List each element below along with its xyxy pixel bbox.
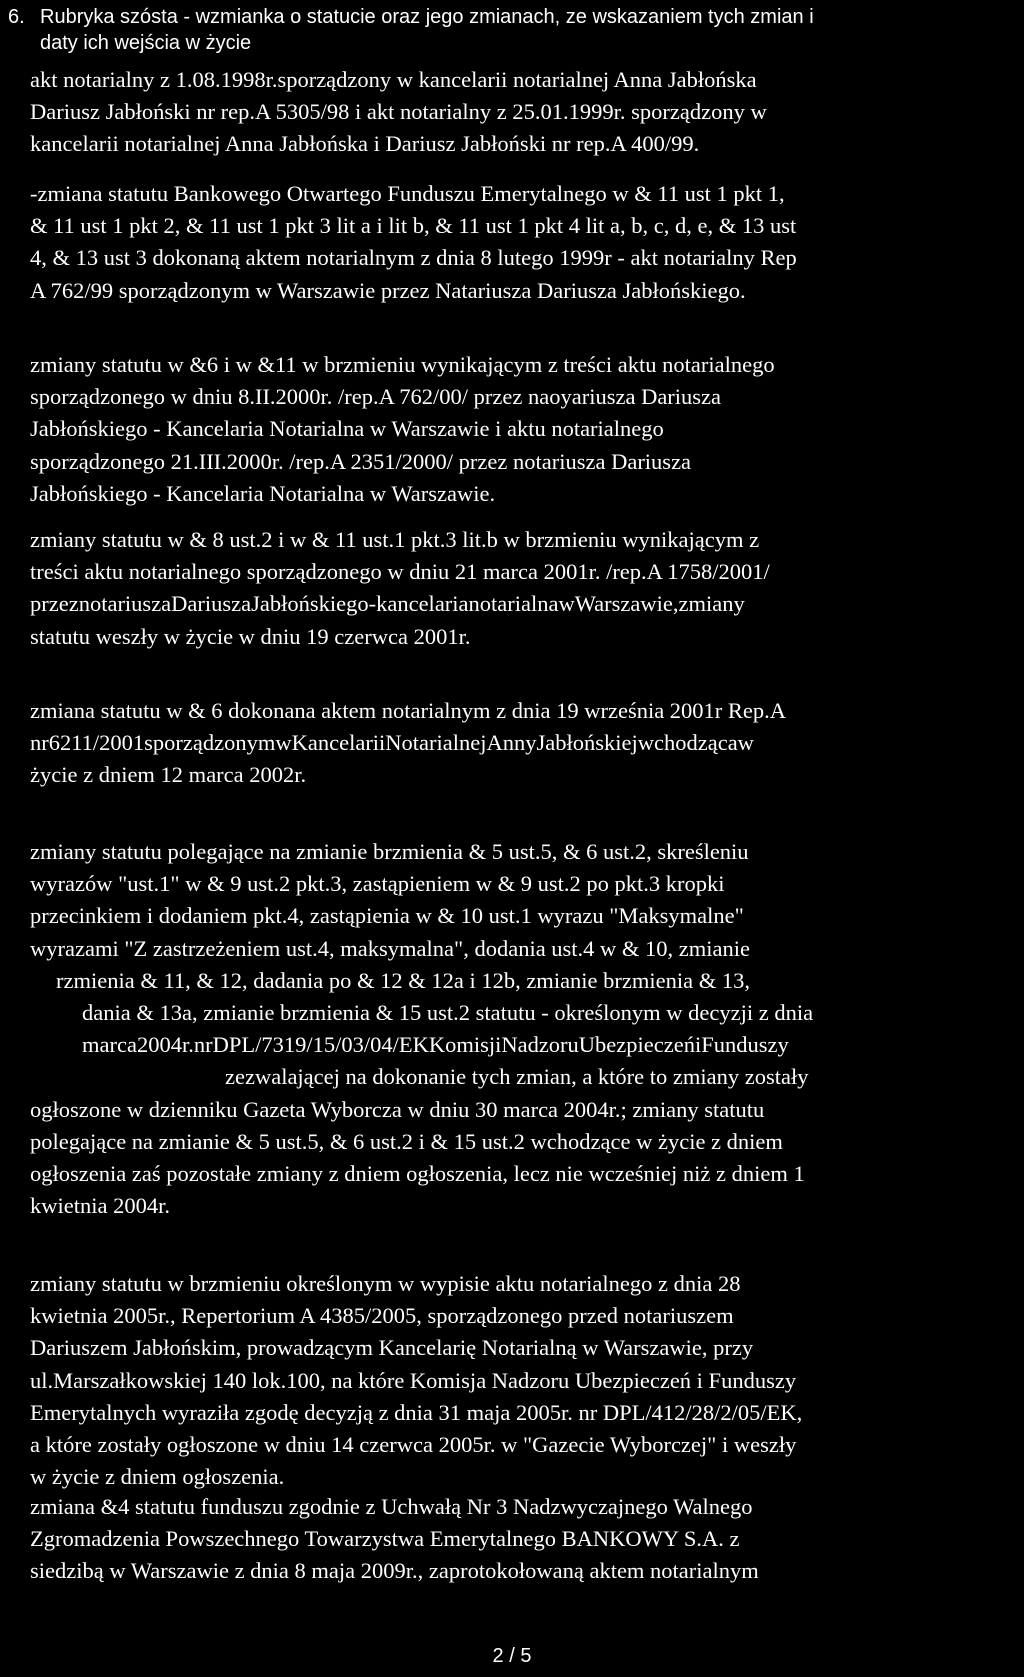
text-line: Dariuszem Jabłońskim, prowadzącym Kancelarię Notarialną w Warszawie, przy bbox=[30, 1335, 754, 1360]
text-line: rzmienia & 11, & 12, dadania po & 12 & 12a i 12b, zmianie brzmienia & 13, bbox=[56, 968, 750, 993]
text-line: zezwalającej na dokonanie tych zmian, a które to zmiany zostały bbox=[225, 1064, 809, 1089]
text-line: życie z dniem 12 marca 2002r. bbox=[30, 762, 307, 787]
text-line: zmiana &4 statutu funduszu zgodnie z Uchwałą Nr 3 Nadzwyczajnego Walnego bbox=[30, 1494, 753, 1519]
text-line: statutu weszły w życie w dniu 19 czerwca 2001r. bbox=[30, 624, 471, 649]
text-line: akt notarialny z 1.08.1998r.sporządzony w kancelarii notarialnej Anna Jabłońska bbox=[30, 67, 757, 92]
text-line: marca2004r.nrDPL/7319/15/03/04/EKKomisjiNadzoruUbezpieczeńiFunduszy bbox=[82, 1032, 789, 1057]
text-line: kwietnia 2004r. bbox=[30, 1193, 170, 1218]
text-line: Dariusz Jabłoński nr rep.A 5305/98 i akt notarialny z 25.01.1999r. sporządzony w bbox=[30, 99, 767, 124]
text-line: Zgromadzenia Powszechnego Towarzystwa Emerytalnego BANKOWY S.A. z bbox=[30, 1526, 740, 1551]
text-line: sporządzonego w dniu 8.II.2000r. /rep.A 762/00/ przez naoyariusza Dariusza bbox=[30, 384, 722, 409]
text-line: kwietnia 2005r., Repertorium A 4385/2005, sporządzonego przed notariuszem bbox=[30, 1303, 734, 1328]
text-line: ogłoszenia zaś pozostałe zmiany z dniem ogłoszenia, lecz nie wcześniej niż z dniem 1 bbox=[30, 1161, 805, 1186]
text-line: ul.Marszałkowskiej 140 lok.100, na które Komisja Nadzoru Ubezpieczeń i Funduszy bbox=[30, 1368, 797, 1393]
text-line: polegające na zmianie & 5 ust.5, & 6 ust.2 i & 15 ust.2 wchodzące w życie z dniem bbox=[30, 1129, 783, 1154]
text-line: treści aktu notarialnego sporządzonego w dniu 21 marca 2001r. /rep.A 1758/2001/ bbox=[30, 559, 770, 584]
text-line: 4, & 13 ust 3 dokonaną aktem notarialnym z dnia 8 lutego 1999r - akt notarialny Rep bbox=[30, 245, 797, 270]
section-heading-line: Rubryka szósta - wzmianka o statucie oraz jego zmianach, ze wskazaniem tych zmian i bbox=[40, 6, 814, 28]
section-number: 6. bbox=[8, 6, 25, 28]
text-line: nr6211/2001sporządzonymwKancelariiNotarialnejAnnyJabłońskiejwchodzącaw bbox=[30, 730, 754, 755]
text-line: A 762/99 sporządzonym w Warszawie przez Natariusza Dariusza Jabłońskiego. bbox=[30, 278, 746, 303]
page-number: 2 / 5 bbox=[492, 1645, 532, 1667]
text-line: wyrazów "ust.1" w & 9 ust.2 pkt.3, zastąpieniem w & 9 ust.2 po pkt.3 kropki bbox=[30, 871, 725, 896]
text-line: zmiana statutu w & 6 dokonana aktem notarialnym z dnia 19 września 2001r Rep.A bbox=[30, 698, 787, 723]
text-line: ogłoszone w dzienniku Gazeta Wyborcza w dniu 30 marca 2004r.; zmiany statutu bbox=[30, 1097, 765, 1122]
text-line: siedzibą w Warszawie z dnia 8 maja 2009r., zaprotokołowaną aktem notarialnym bbox=[30, 1558, 759, 1583]
text-line: Emerytalnych wyraziła zgodę decyzją z dnia 31 maja 2005r. nr DPL/412/28/2/05/EK, bbox=[30, 1400, 803, 1425]
text-line: przecinkiem i dodaniem pkt.4, zastąpienia w & 10 ust.1 wyrazu "Maksymalne" bbox=[30, 903, 744, 928]
text-line: Jabłońskiego - Kancelaria Notarialna w Warszawie i aktu notarialnego bbox=[30, 416, 664, 441]
text-line: -zmiana statutu Bankowego Otwartego Funduszu Emerytalnego w & 11 ust 1 pkt 1, bbox=[30, 181, 785, 206]
text-line: zmiany statutu polegające na zmianie brzmienia & 5 ust.5, & 6 ust.2, skreśleniu bbox=[30, 839, 749, 864]
text-line: sporządzonego 21.III.2000r. /rep.A 2351/2000/ przez notariusza Dariusza bbox=[30, 449, 692, 474]
text-line: kancelarii notarialnej Anna Jabłońska i Dariusz Jabłoński nr rep.A 400/99. bbox=[30, 131, 700, 156]
text-line: zmiany statutu w &6 i w &11 w brzmieniu wynikającym z treści aktu notarialnego bbox=[30, 352, 775, 377]
text-line: w życie z dniem ogłoszenia. bbox=[30, 1464, 285, 1489]
text-line: zmiany statutu w brzmieniu określonym w wypisie aktu notarialnego z dnia 28 bbox=[30, 1271, 741, 1296]
text-line: zmiany statutu w & 8 ust.2 i w & 11 ust.1 pkt.3 lit.b w brzmieniu wynikającym z bbox=[30, 527, 760, 552]
text-line: Jabłońskiego - Kancelaria Notarialna w Warszawie. bbox=[30, 481, 496, 506]
text-line: & 11 ust 1 pkt 2, & 11 ust 1 pkt 3 lit a i lit b, & 11 ust 1 pkt 4 lit a, b, c, d, e, & 13 ust bbox=[30, 213, 797, 238]
text-line: dania & 13a, zmianie brzmienia & 15 ust.2 statutu - określonym w decyzji z dnia bbox=[82, 1000, 814, 1025]
text-line: wyrazami "Z zastrzeżeniem ust.4, maksymalna", dodania ust.4 w & 10, zmianie bbox=[30, 936, 751, 961]
text-line: a które zostały ogłoszone w dniu 14 czerwca 2005r. w "Gazecie Wyborczej" i weszły bbox=[30, 1432, 797, 1457]
section-heading-line: daty ich wejścia w życie bbox=[40, 32, 252, 54]
text-line: przeznotariuszaDariuszaJabłońskiego-kancelarianotarialnawWarszawie,zmiany bbox=[30, 591, 745, 616]
